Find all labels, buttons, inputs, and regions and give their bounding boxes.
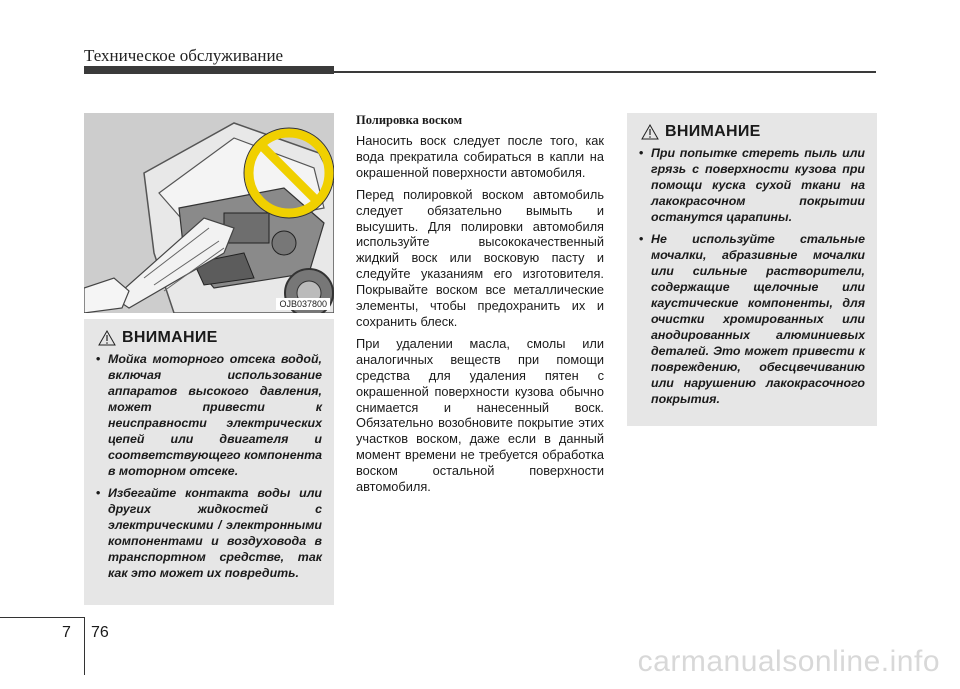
body-paragraph: Наносить воск следует после того, как вода прекратила собираться в капли на окрашенной поверхности автомобиля. xyxy=(356,133,604,180)
left-warning-item: • Мойка моторного отсека водой, включая использование аппаратов высокого давления, может привести к неисправности электрических цепей или двигателя и соответствующего компонента в моторном отсеке. xyxy=(94,351,322,479)
engine-wash-drawing xyxy=(84,113,334,313)
hood-illustration xyxy=(84,113,334,313)
warning-triangle-icon xyxy=(98,330,116,346)
chapter-number: 7 xyxy=(62,624,71,641)
page-header-title: Техническое обслуживание xyxy=(84,46,284,65)
footer-horizontal-rule xyxy=(0,617,84,618)
header-rule xyxy=(334,71,876,73)
right-warning-header xyxy=(641,123,877,141)
right-warning-title: ВНИМАНИЕ xyxy=(665,123,761,140)
center-column xyxy=(356,113,604,501)
footer-vertical-rule xyxy=(84,617,85,675)
warning-triangle-icon xyxy=(641,124,659,140)
section-title: Полировка воском xyxy=(356,113,463,127)
right-warning-list xyxy=(627,145,877,407)
left-warning-item: • Избегайте контакта воды или других жидкостей с электрическими / электронными компонентами и воздуховода в транспортном средстве, так как это может их повредить. xyxy=(94,485,322,581)
body-paragraph: Перед полировкой воском автомобиль следует обязательно вымыть и высушить. Для полировки автомобиля используйте высококачественный жидкий воск или восковую пасту и следуйте указаниям его изготовителя. Покрывайте воском все металлические элементы, чтобы предохранить их и сохранить блеск. xyxy=(356,186,604,329)
watermark: carmanualsonline.info xyxy=(637,645,940,678)
left-warning-header xyxy=(98,329,334,347)
left-warning-box xyxy=(84,319,334,605)
page-number: 76 xyxy=(91,624,109,641)
left-warning-list xyxy=(84,351,334,581)
right-warning-item: • При попытке стереть пыль или грязь с поверхности кузова при помощи куска сухой ткани на лакокрасочном покрытии останутся царапины. xyxy=(637,145,865,225)
illustration-code: OJB037800 xyxy=(276,298,330,310)
left-warning-title: ВНИМАНИЕ xyxy=(122,329,218,346)
body-paragraph: При удалении масла, смолы или аналогичных веществ при помощи средства для удаления пятен с окрашенной поверхности кузова обычно снимается и нанесенный воск. Обязательно возобновите покрытие этих участков воском, даже если в данный момент времени не требуется обработка воском остальной поверхности автомобиля. xyxy=(356,335,604,495)
right-warning-box xyxy=(627,113,877,426)
right-warning-item: • Не используйте стальные мочалки, абразивные мочалки или сильные растворители, содержащие щелочные или каустические компоненты, для очистки хромированных или анодированных алюминиевых деталей. Это может привести к повреждению, обесцвечиванию или нарушению лакокрасочного покрытия. xyxy=(637,231,865,407)
header-bar xyxy=(84,66,334,74)
